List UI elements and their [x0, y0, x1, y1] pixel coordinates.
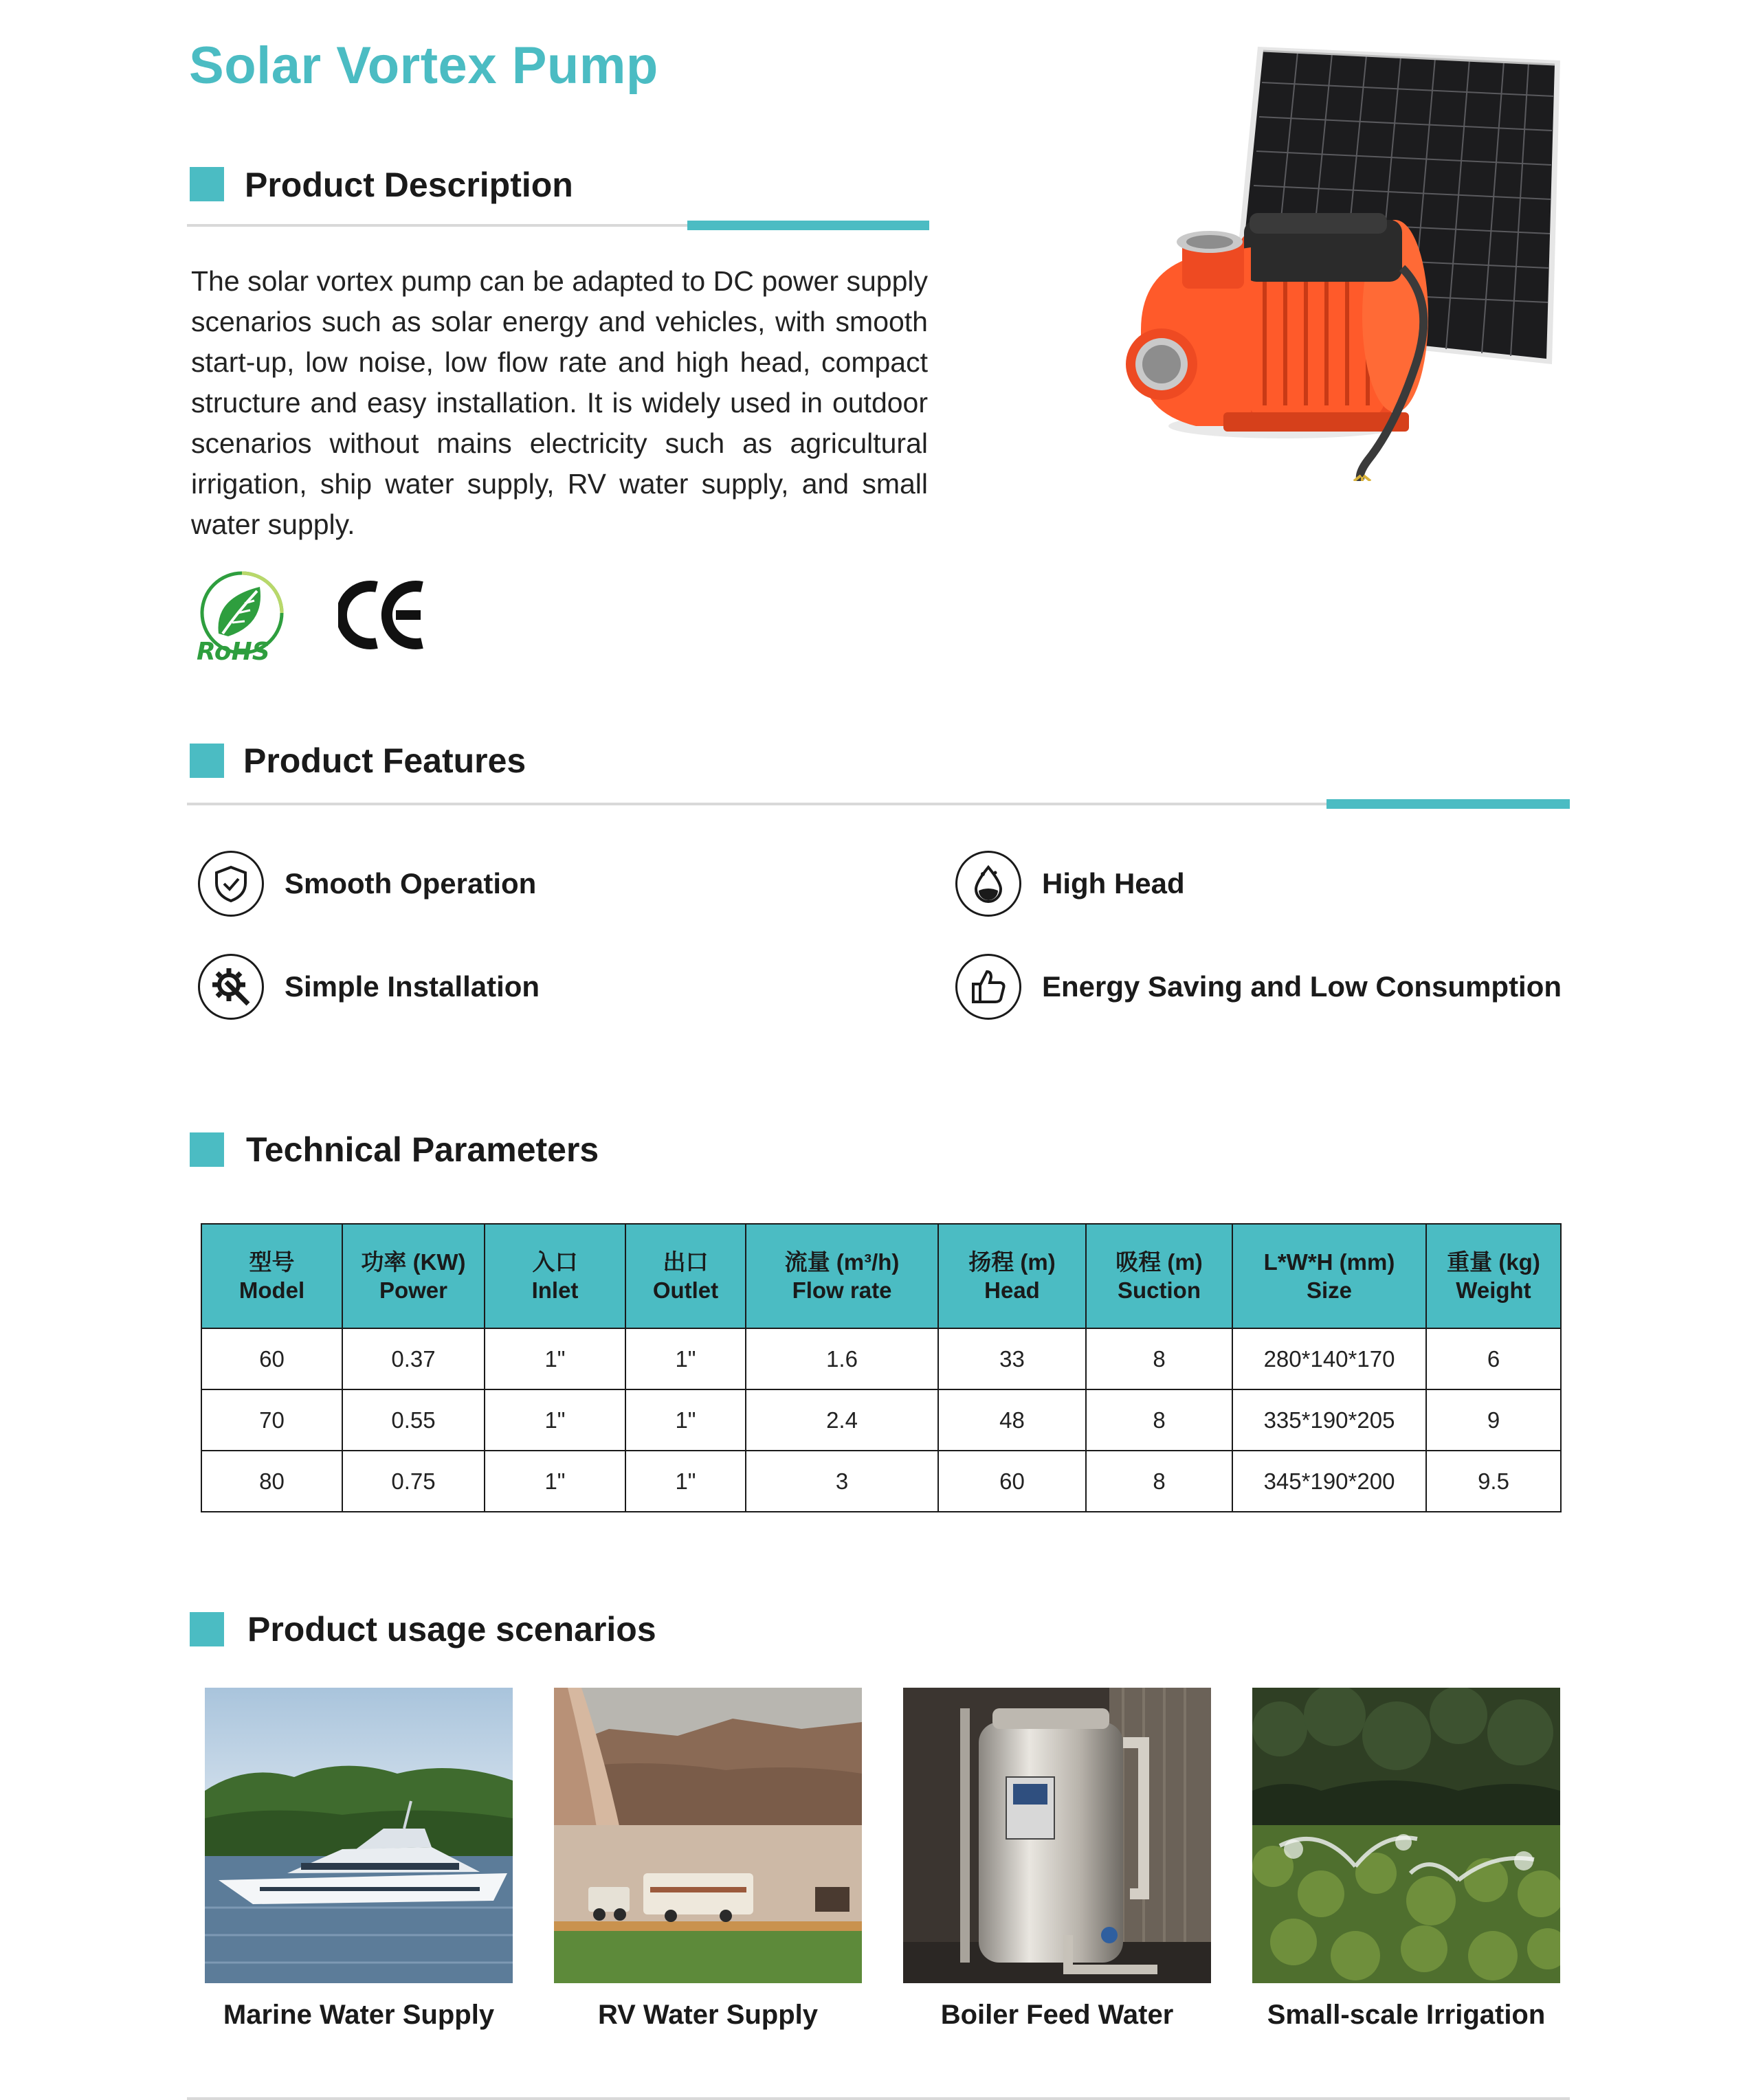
bottom-divider: [187, 2097, 1570, 2100]
table-cell: 1": [485, 1328, 625, 1389]
rv-scene-image: [554, 1688, 862, 1983]
table-cell: 1.6: [746, 1328, 938, 1389]
column-header: 流量 (m³/h) Flow rate: [746, 1224, 938, 1328]
table-cell: 1": [625, 1389, 746, 1451]
ce-mark-logo: [338, 577, 428, 653]
parameters-table: [201, 1223, 1562, 1512]
table-cell: 60: [938, 1451, 1086, 1512]
table-cell: 335*190*205: [1232, 1389, 1426, 1451]
table-cell: 80: [201, 1451, 342, 1512]
column-header: 功率 (KW) Power: [342, 1224, 485, 1328]
section-marker: [190, 744, 224, 778]
table-cell: 70: [201, 1389, 342, 1451]
feature-item: [198, 954, 540, 1020]
table-row: [201, 1328, 1561, 1389]
table-cell: 6: [1426, 1328, 1561, 1389]
column-header: 吸程 (m) Suction: [1086, 1224, 1232, 1328]
table-cell: 9.5: [1426, 1451, 1561, 1512]
table-cell: 8: [1086, 1451, 1232, 1512]
scenario-caption: Boiler Feed Water: [940, 2000, 1174, 2030]
table-cell: 1": [625, 1451, 746, 1512]
section-marker: [190, 1612, 224, 1646]
feature-label: Simple Installation: [285, 970, 540, 1003]
table-cell: 8: [1086, 1389, 1232, 1451]
table-cell: 1": [485, 1451, 625, 1512]
gear-wrench-icon: [198, 954, 264, 1020]
feature-item: [955, 851, 1185, 917]
rohs-logo: [194, 570, 290, 663]
section-marker: [190, 167, 224, 201]
feature-item: [198, 851, 536, 917]
scenario-caption: Small-scale Irrigation: [1267, 2000, 1546, 2030]
table-cell: 48: [938, 1389, 1086, 1451]
water-drop-icon: [955, 851, 1021, 917]
table-cell: 1": [485, 1389, 625, 1451]
table-cell: 0.55: [342, 1389, 485, 1451]
table-cell: 0.37: [342, 1328, 485, 1389]
section-marker: [190, 1132, 224, 1167]
table-row: [201, 1451, 1561, 1512]
shield-check-icon: [198, 851, 264, 917]
boiler-scene-image: [903, 1688, 1211, 1983]
table-row: [201, 1389, 1561, 1451]
section-title-features: Product Features: [243, 741, 526, 780]
table-cell: 280*140*170: [1232, 1328, 1426, 1389]
column-header: 重量 (kg) Weight: [1426, 1224, 1561, 1328]
scenario-caption: RV Water Supply: [597, 2000, 819, 2030]
section-divider-accent: [687, 221, 929, 230]
table-cell: 2.4: [746, 1389, 938, 1451]
product-description: The solar vortex pump can be adapted to DC power supply scenarios such as solar energy and vehicles, with smooth start-up, low noise, low flow rate and high head, compact structure and easy installation. It is widely used in outdoor scenarios without mains electricity such as agricultural irrigation, ship water supply, RV water supply, and small water supply.: [191, 265, 928, 540]
section-title-description: Product Description: [245, 166, 573, 204]
table-cell: 9: [1426, 1389, 1561, 1451]
table-cell: 3: [746, 1451, 938, 1512]
table-cell: 33: [938, 1328, 1086, 1389]
irrigation-scene-image: [1252, 1688, 1560, 1983]
feature-label: Energy Saving and Low Consumption: [1042, 970, 1562, 1003]
section-title-scenarios: Product usage scenarios: [247, 1610, 656, 1649]
column-header: 入口 Inlet: [485, 1224, 625, 1328]
column-header: 型号 Model: [201, 1224, 342, 1328]
feature-label: Smooth Operation: [285, 867, 537, 900]
section-divider-accent: [1326, 799, 1570, 809]
marine-scene-image: [205, 1688, 513, 1983]
feature-label: High Head: [1042, 867, 1185, 900]
column-header: L*W*H (mm) Size: [1232, 1224, 1426, 1328]
table-cell: 60: [201, 1328, 342, 1389]
table-cell: 8: [1086, 1328, 1232, 1389]
table-cell: 345*190*200: [1232, 1451, 1426, 1512]
column-header: 扬程 (m) Head: [938, 1224, 1086, 1328]
table-cell: 0.75: [342, 1451, 485, 1512]
product-image: [1113, 41, 1560, 481]
scenario-caption: Marine Water Supply: [223, 2000, 495, 2030]
table-header-row: [201, 1224, 1561, 1328]
page-title: Solar Vortex Pump: [189, 36, 658, 95]
svg-text:RoHS: RoHS: [197, 638, 270, 663]
section-title-technical: Technical Parameters: [246, 1130, 599, 1169]
thumbs-up-icon: [955, 954, 1021, 1020]
table-cell: 1": [625, 1328, 746, 1389]
feature-item: [955, 954, 1562, 1020]
column-header: 出口 Outlet: [625, 1224, 746, 1328]
